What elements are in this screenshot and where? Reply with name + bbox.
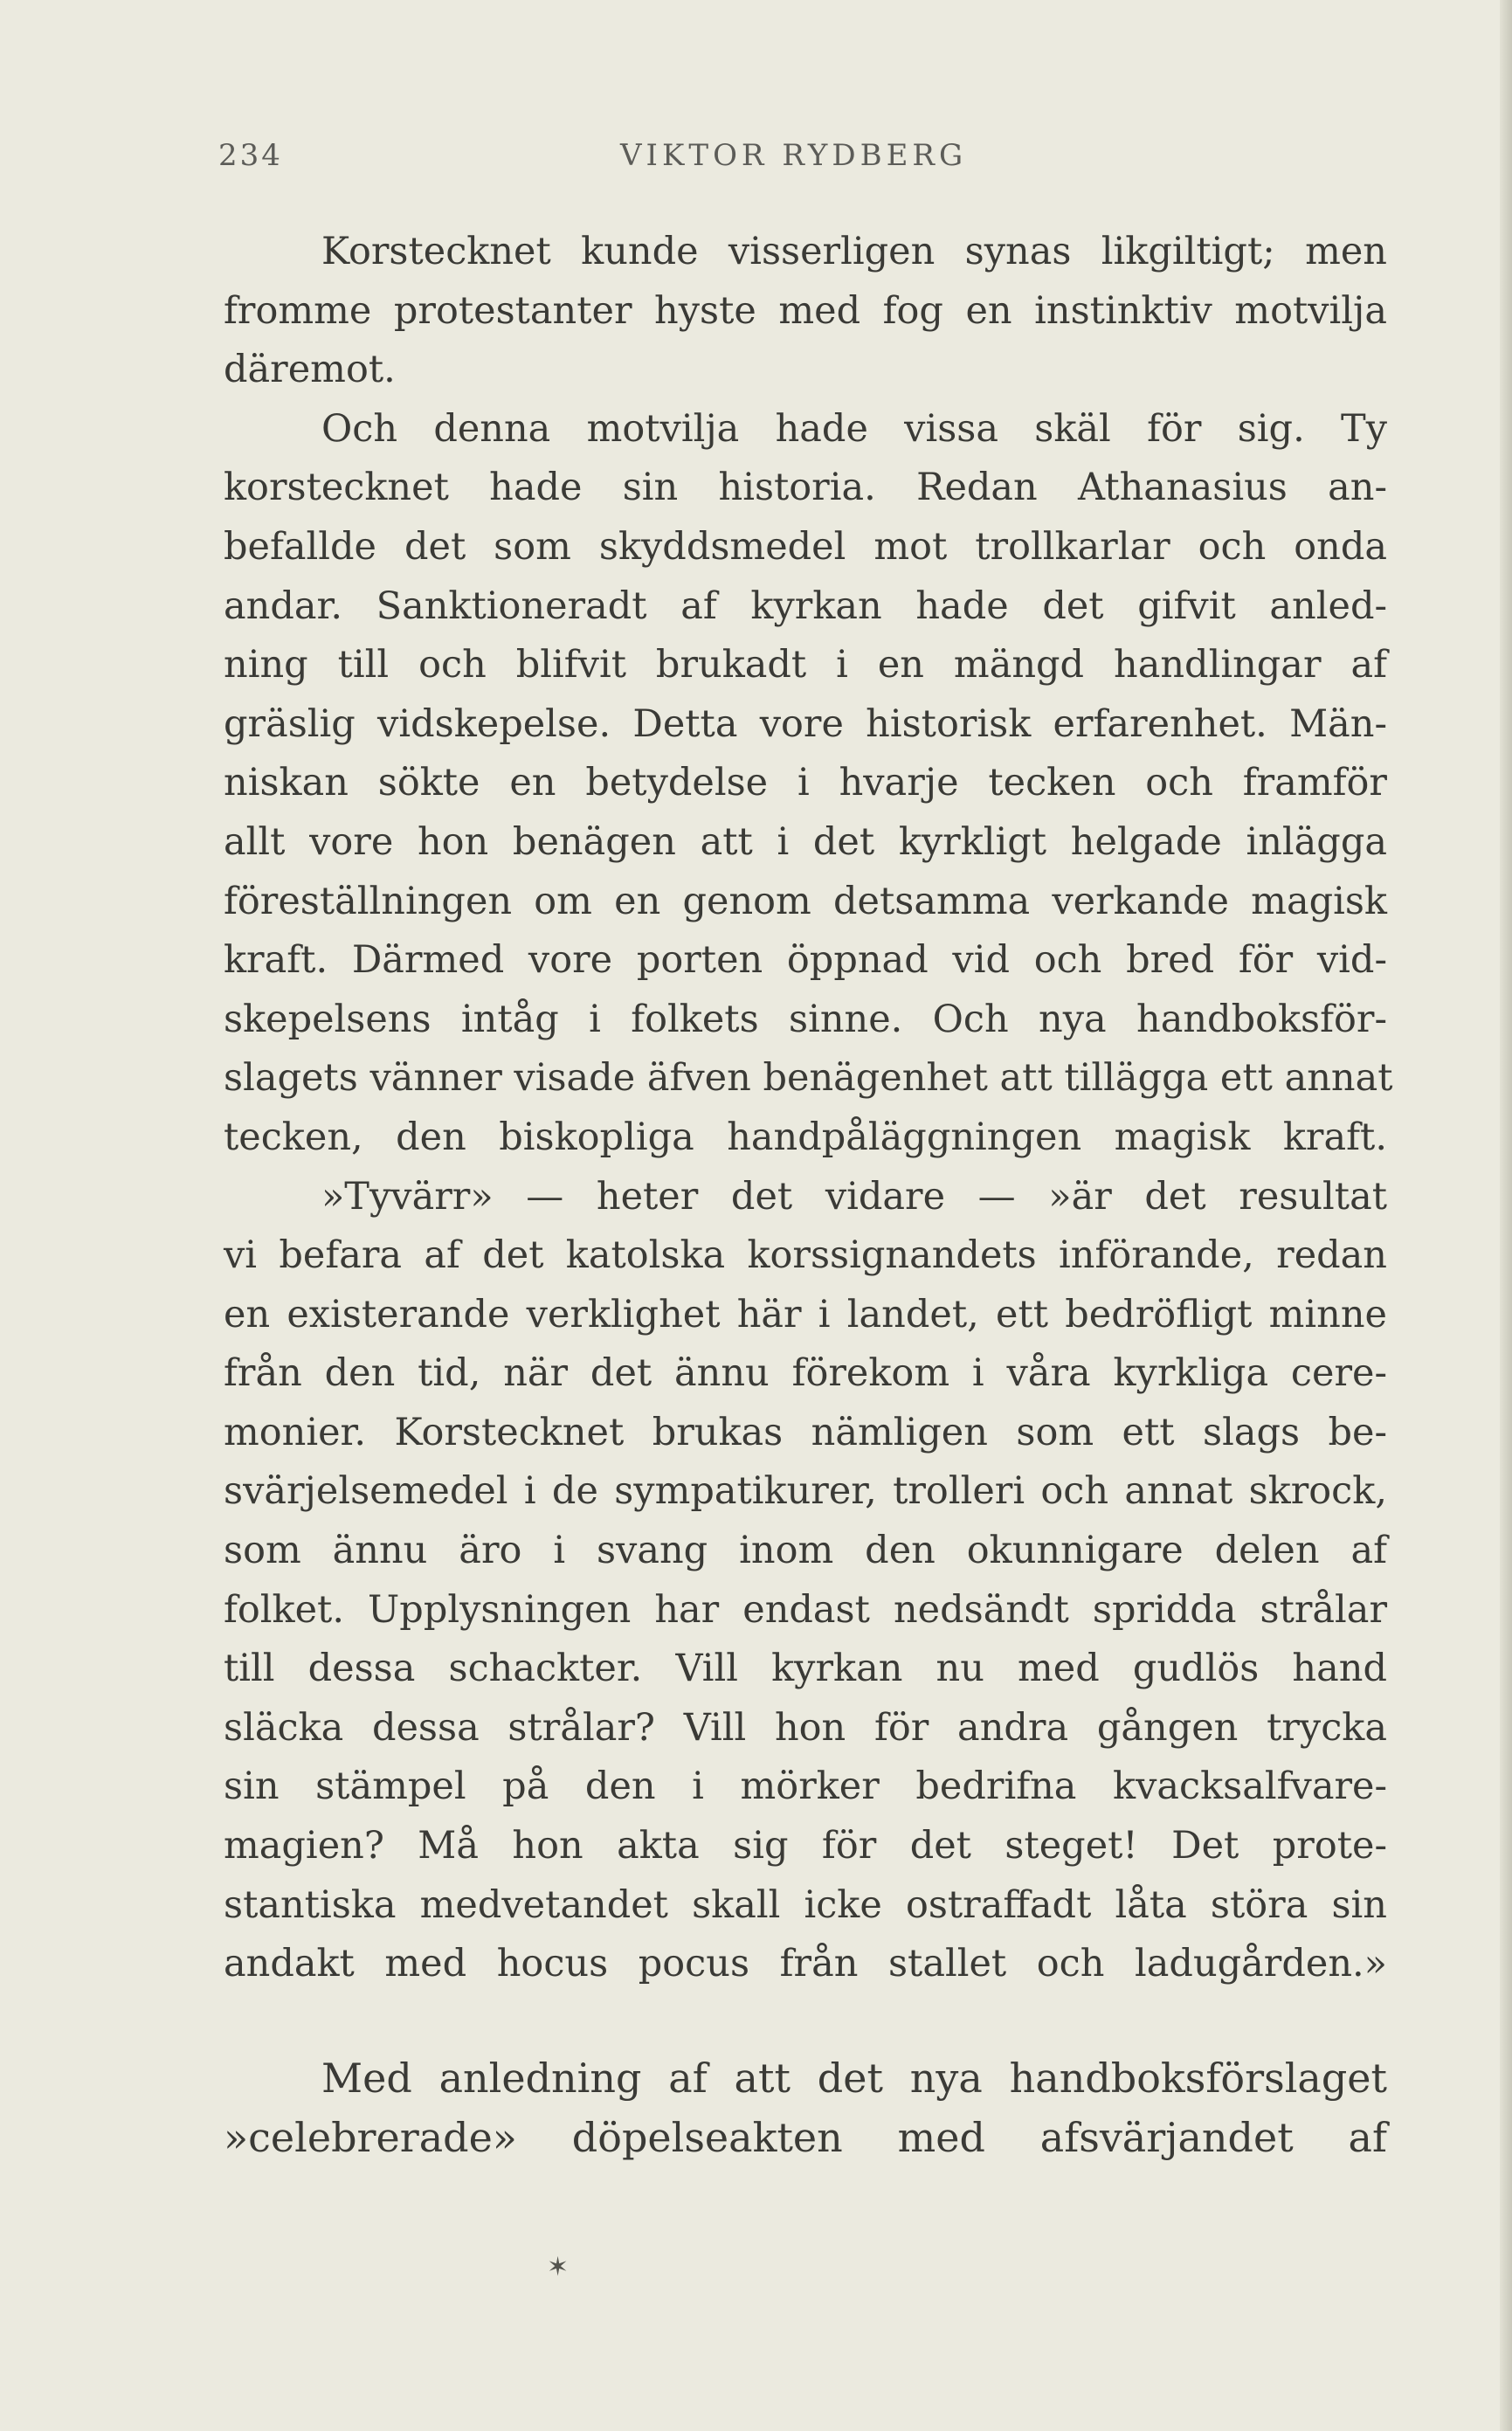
text-line: »Tyvärr» — heter det vidare — »är det resultat — [321, 1174, 1387, 1219]
text-line: fromme protestanter hyste med fog en instinktiv motvilja — [224, 288, 1387, 333]
running-head — [218, 138, 1389, 176]
text-line: andakt med hocus pocus från stallet och ladugården.» — [224, 1942, 1387, 1986]
text-line: slagets vänner visade äfven benägenhet att tillägga ett annat — [224, 1056, 1393, 1101]
text-line: niskan sökte en betydelse i hvarje tecken och framför — [224, 761, 1387, 805]
text-line: Med anledning af att det nya handboksförslaget — [321, 2055, 1387, 2102]
text-line: ning till och blifvit brukadt i en mängd handlingar af — [224, 643, 1387, 687]
body-text — [224, 223, 1393, 1994]
page-edge — [1500, 0, 1512, 2431]
text-line: folket. Upplysningen har endast nedsändt spridda strålar — [224, 1587, 1387, 1632]
text-line: stantiska medvetandet skall icke ostraffadt låta störa sin — [224, 1882, 1387, 1927]
text-line: släcka dessa strålar? Vill hon för andra gången trycka — [224, 1705, 1387, 1750]
next-paragraph — [224, 2048, 1387, 2167]
text-line: en existerande verklighet här i landet, ett bedröfligt minne — [224, 1292, 1387, 1336]
text-line: Och denna motvilja hade vissa skäl för sig. Ty — [321, 406, 1387, 451]
text-line: allt vore hon benägen att i det kyrkligt helgade inlägga — [224, 819, 1387, 864]
text-line: tecken, den biskopliga handpåläggningen magisk kraft. — [224, 1115, 1387, 1159]
text-line: skepelsens intåg i folkets sinne. Och nya handboksför- — [224, 997, 1387, 1041]
text-line: magien? Må hon akta sig för det steget! Det prote- — [224, 1824, 1387, 1868]
text-line: sin stämpel på den i mörker bedrifna kvacksalfvare- — [224, 1765, 1387, 1809]
text-line: befallde det som skyddsmedel mot trollkarlar och onda — [224, 524, 1387, 569]
text-line: Korstecknet kunde visserligen synas likgiltigt; men — [321, 230, 1387, 273]
text-line: monier. Korstecknet brukas nämligen som ett slags be- — [224, 1410, 1387, 1454]
text-line: gräslig vidskepelse. Detta vore historisk erfarenhet. Män- — [224, 701, 1387, 746]
text-line: till dessa schackter. Vill kyrkan nu med gudlös hand — [224, 1647, 1387, 1691]
text-line: föreställningen om en genom detsamma verkande magisk — [224, 879, 1387, 923]
running-head-author: VIKTOR RYDBERG — [620, 138, 968, 173]
text-line: från den tid, när det ännu förekom i våra kyrkliga cere- — [224, 1351, 1387, 1396]
text-line: »celebrerade» döpelseakten med afsvärjandet af — [224, 2114, 1387, 2161]
text-line: däremot. — [224, 348, 396, 392]
text-line: kraft. Därmed vore porten öppnad vid och bred för vid- — [224, 938, 1387, 983]
page-number: 234 — [218, 138, 283, 173]
text-line: vi befara af det katolska korssignandets införande, redan — [224, 1233, 1387, 1278]
ink-mark: ✶ — [547, 2252, 570, 2283]
text-line: svärjelsemedel i de sympatikurer, trolleri och annat skrock, — [224, 1469, 1387, 1514]
text-line: som ännu äro i svang inom den okunnigare delen af — [224, 1529, 1387, 1573]
text-line: korstecknet hade sin historia. Redan Athanasius an- — [224, 466, 1387, 510]
text-line: andar. Sanktioneradt af kyrkan hade det gifvit anled- — [224, 584, 1387, 628]
